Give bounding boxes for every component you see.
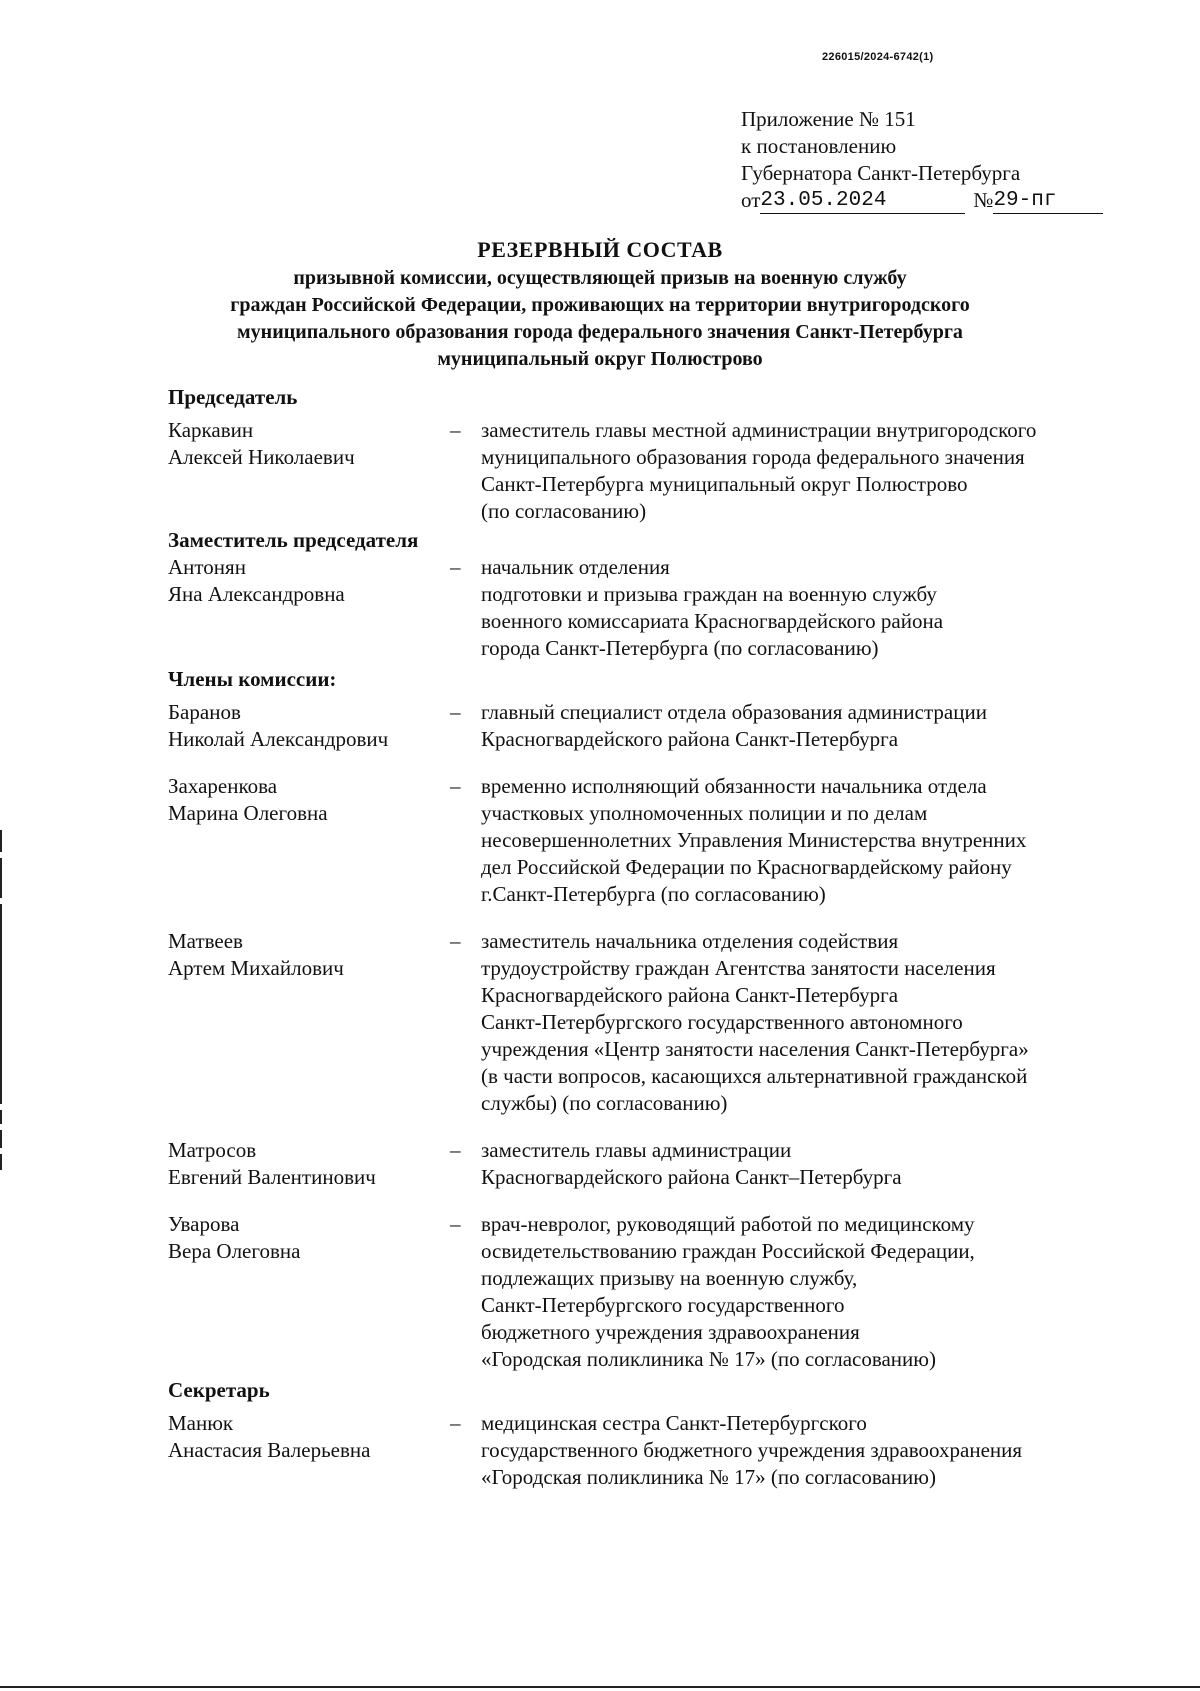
member-row xyxy=(168,699,1128,753)
member-name xyxy=(168,1211,450,1373)
member-position: заместитель начальника отделения содействия трудоустройству граждан Агентства занятости населения Красногвардейского района Санкт-Петербурга Санкт-Петербургского государственного автономного учреждения «Центр занятости населения Санкт-Петербурга» (в части вопросов, касающихся альтернативной гражданской службы) (по согласованию) xyxy=(481,929,1029,1115)
member-row xyxy=(168,773,1128,908)
date-prefix: от xyxy=(741,188,761,212)
section-heading-chairman: Председатель xyxy=(168,385,298,409)
member-given-names: Анастасия Валерьевна xyxy=(168,1438,371,1462)
member-given-names: Николай Александрович xyxy=(168,727,389,751)
member-given-names: Евгений Валентинович xyxy=(168,1165,376,1189)
separator-dash: – xyxy=(450,700,461,724)
member-surname: Уварова xyxy=(168,1212,240,1236)
member-surname: Каркавин xyxy=(168,418,254,442)
member-row xyxy=(168,554,1128,662)
member-name xyxy=(168,699,450,753)
member-name xyxy=(168,928,450,1117)
section-heading-members: Члены комиссии: xyxy=(168,667,337,691)
member-position: главный специалист отдела образования администрации Красногвардейского района Санкт-Петербурга xyxy=(481,700,987,751)
member-surname: Захаренкова xyxy=(168,774,278,798)
member-name xyxy=(168,1410,450,1491)
document-heading xyxy=(0,235,1200,373)
appendix-issuer: Губернатора Санкт-Петербурга xyxy=(741,161,1021,185)
member-position: врач-невролог, руководящий работой по медицинскому освидетельствованию граждан Российской Федерации, подлежащих призыву на военную службу, Санкт-Петербургского государственного бюджетного учреждения здравоохранения «Городская поликлиника № 17» (по согласованию) xyxy=(481,1212,975,1371)
separator-dash: – xyxy=(450,1212,461,1236)
member-given-names: Артем Михайлович xyxy=(168,956,344,980)
document-title: РЕЗЕРВНЫЙ СОСТАВ xyxy=(477,237,723,262)
member-name xyxy=(168,554,450,662)
member-position: временно исполняющий обязанности начальника отдела участковых уполномоченных полиции и по делам несовершеннолетних Управления Министерства внутренних дел Российской Федерации по Красногвардейскому району г.Санкт-Петербурга (по согласованию) xyxy=(481,774,1027,906)
member-position: медицинская сестра Санкт-Петербургского государственного бюджетного учреждения здравоохранения «Городская поликлиника № 17» (по согласованию) xyxy=(481,1411,1023,1489)
member-surname: Антонян xyxy=(168,555,246,579)
member-given-names: Вера Олеговна xyxy=(168,1239,301,1263)
decree-date: 23.05.2024 xyxy=(760,189,965,214)
member-given-names: Марина Олеговна xyxy=(168,801,328,825)
member-surname: Баранов xyxy=(168,700,241,724)
member-surname: Матросов xyxy=(168,1138,257,1162)
member-name xyxy=(168,417,450,525)
number-prefix: № xyxy=(973,188,994,212)
member-row xyxy=(168,417,1128,525)
appendix-header xyxy=(741,106,1121,214)
member-name xyxy=(168,1137,450,1191)
separator-dash: – xyxy=(450,1138,461,1162)
member-surname: Матвеев xyxy=(168,929,243,953)
member-row xyxy=(168,1211,1128,1373)
separator-dash: – xyxy=(450,1411,461,1435)
separator-dash: – xyxy=(450,555,461,579)
commission-composition xyxy=(168,384,1128,1491)
appendix-to-decree: к постановлению xyxy=(741,134,897,158)
document-subtitle-line: муниципального образования города федерального значения Санкт-Петербурга xyxy=(237,321,963,343)
member-row xyxy=(168,1137,1128,1191)
decree-date-line xyxy=(741,187,1121,214)
member-position: начальник отделения подготовки и призыва граждан на военную службу военного комиссариата Красногвардейского района города Санкт-Петербурга (по согласованию) xyxy=(481,555,944,660)
member-surname: Манюк xyxy=(168,1411,234,1435)
separator-dash: – xyxy=(450,774,461,798)
section-heading-secretary: Секретарь xyxy=(168,1378,270,1402)
separator-dash: – xyxy=(450,929,461,953)
member-position: заместитель главы администрации Красногвардейского района Санкт–Петербурга xyxy=(481,1138,902,1189)
separator-dash: – xyxy=(450,418,461,442)
decree-number: 29-пг xyxy=(993,189,1103,214)
document-subtitle-line: муниципальный округ Полюстрово xyxy=(437,348,763,370)
scan-bottom-edge xyxy=(0,1686,1200,1688)
member-row xyxy=(168,1410,1128,1491)
section-heading-deputy-chairman: Заместитель председателя xyxy=(168,528,419,552)
member-given-names: Яна Александровна xyxy=(168,582,345,606)
document-subtitle-line: призывной комиссии, осуществляющей призыв на военную службу xyxy=(293,267,907,289)
document-registration-number: 226015/2024-6742(1) xyxy=(822,51,934,63)
document-subtitle-line: граждан Российской Федерации, проживающих на территории внутригородского xyxy=(230,294,970,316)
scan-margin-marks xyxy=(0,830,3,1176)
member-position: заместитель главы местной администрации внутригородского муниципального образования города федерального значения Санкт-Петербурга муниципальный округ Полюстрово (по согласованию) xyxy=(481,418,1037,523)
member-given-names: Алексей Николаевич xyxy=(168,445,355,469)
member-name xyxy=(168,773,450,908)
appendix-number: Приложение № 151 xyxy=(741,107,916,131)
member-row xyxy=(168,928,1128,1117)
